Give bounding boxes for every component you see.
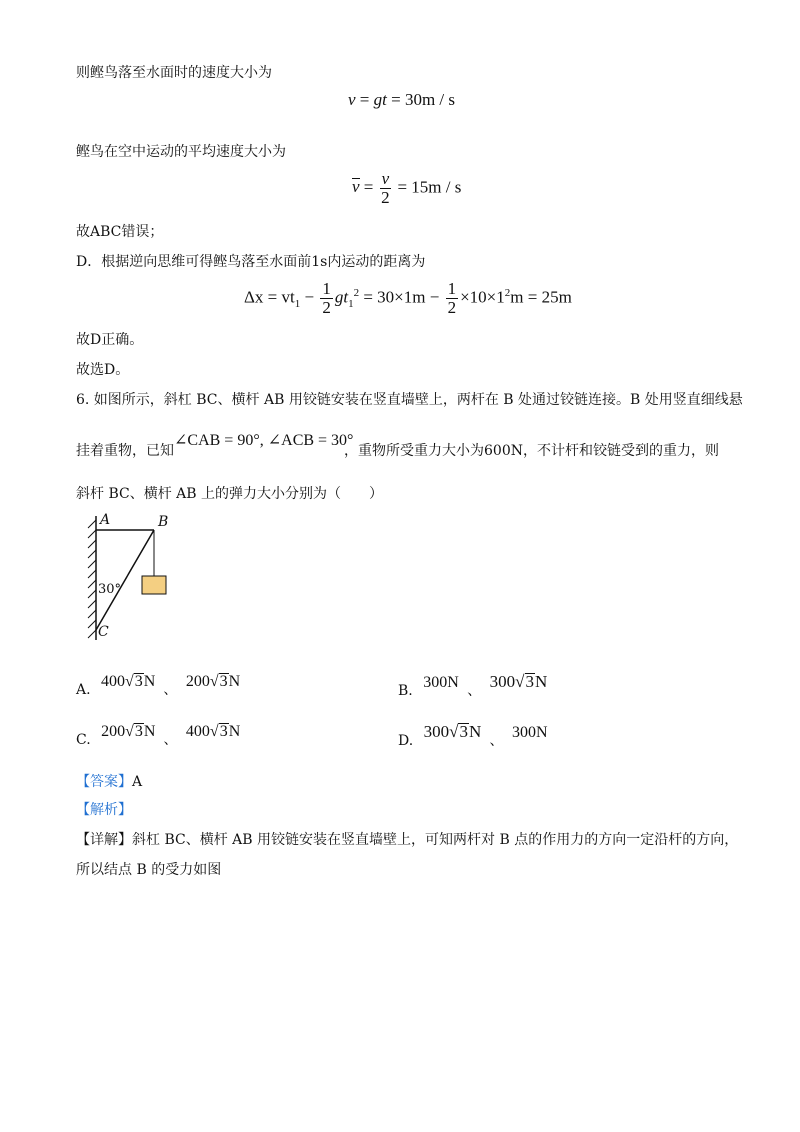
- answer-heading: 答案: [90, 774, 118, 790]
- option-d-value: 300√3N: [423, 722, 482, 741]
- question-line-2b: ，重物所受重力大小为600N，不计杆和铰链受到的重力，则: [344, 443, 719, 459]
- answer-line: 【答案】A: [76, 774, 143, 790]
- label-b: B: [158, 514, 169, 530]
- solution-line-average-velocity: 鲣鸟在空中运动的平均速度大小为: [76, 144, 286, 160]
- equation-average-velocity: v = $\frac{v}{2}$ = 15m / s: [352, 169, 462, 207]
- option-c-label: C.: [76, 732, 91, 748]
- option-d[interactable]: D. 300√3N 、 300N: [398, 722, 548, 749]
- option-c[interactable]: C. 200√3N 、 400√3N: [76, 723, 241, 748]
- wall-hatching: [88, 520, 96, 638]
- solution-line-abc-wrong: 故ABC错误；: [76, 224, 164, 240]
- question-line-3: 斜杆 BC、横杆 AB 上的弹力大小分别为（ ）: [76, 486, 384, 502]
- detail-line-1: 【详解】斜杠 BC、横杆 AB 用铰链安装在竖直墙壁上，可知两杆对 B 点的作用力的方向一定沿杆的方向，: [76, 832, 739, 848]
- question-line-2a: 挂着重物，已知: [76, 443, 174, 459]
- option-d-value-2: 300N: [511, 724, 548, 741]
- analysis-heading: 【解析】: [76, 802, 132, 818]
- equation-final-velocity: v = gt = 30m / s: [348, 90, 456, 109]
- option-c-value-2: 400√3N: [185, 723, 241, 740]
- option-b[interactable]: B. 300N 、 300√3N: [398, 672, 548, 699]
- angle-label: 30°: [98, 582, 122, 597]
- solution-line-choose-d: 故选D。: [76, 362, 130, 378]
- option-a[interactable]: A. 400√3N 、 200√3N: [76, 673, 241, 698]
- detail-line-2: 所以结点 B 的受力如图: [76, 862, 222, 878]
- option-a-label: A.: [76, 682, 91, 698]
- label-a: A: [100, 512, 111, 528]
- option-d-label: D.: [398, 733, 414, 749]
- option-b-value-2: 300√3N: [489, 672, 548, 691]
- question-line-1: 6. 如图所示，斜杠 BC、横杆 AB 用铰链安装在竖直墙壁上，两杆在 B 处通过铰链连接。B 处用竖直细线悬: [76, 392, 743, 408]
- question-angles: ∠CAB = 90°, ∠ACB = 30°: [174, 432, 354, 449]
- answer-value: A: [132, 774, 143, 790]
- option-a-value: 400√3N: [101, 673, 156, 690]
- weight-block: [142, 576, 166, 594]
- option-a-value-2: 200√3N: [185, 673, 241, 690]
- equation-distance: $\Delta x = vt_1$ − $\frac{1}{2}$ $gt_1^2 = 30\times 1m$ − $\frac{1}{2}$ $\times 10\times 1^2m = 25m$: [244, 279, 572, 317]
- option-c-value: 200√3N: [101, 723, 156, 740]
- solution-line-velocity: 则鲣鸟落至水面时的速度大小为: [76, 65, 272, 81]
- solution-line-d-correct: 故D正确。: [76, 332, 144, 348]
- option-b-value: 300N: [423, 674, 459, 691]
- label-c: C: [98, 624, 109, 640]
- solution-line-option-d: D．根据逆向思维可得鲣鸟落至水面前1s内运动的距离为: [76, 254, 426, 270]
- physics-figure: [84, 512, 184, 646]
- detail-heading: 详解: [90, 832, 118, 848]
- option-b-label: B.: [398, 683, 413, 699]
